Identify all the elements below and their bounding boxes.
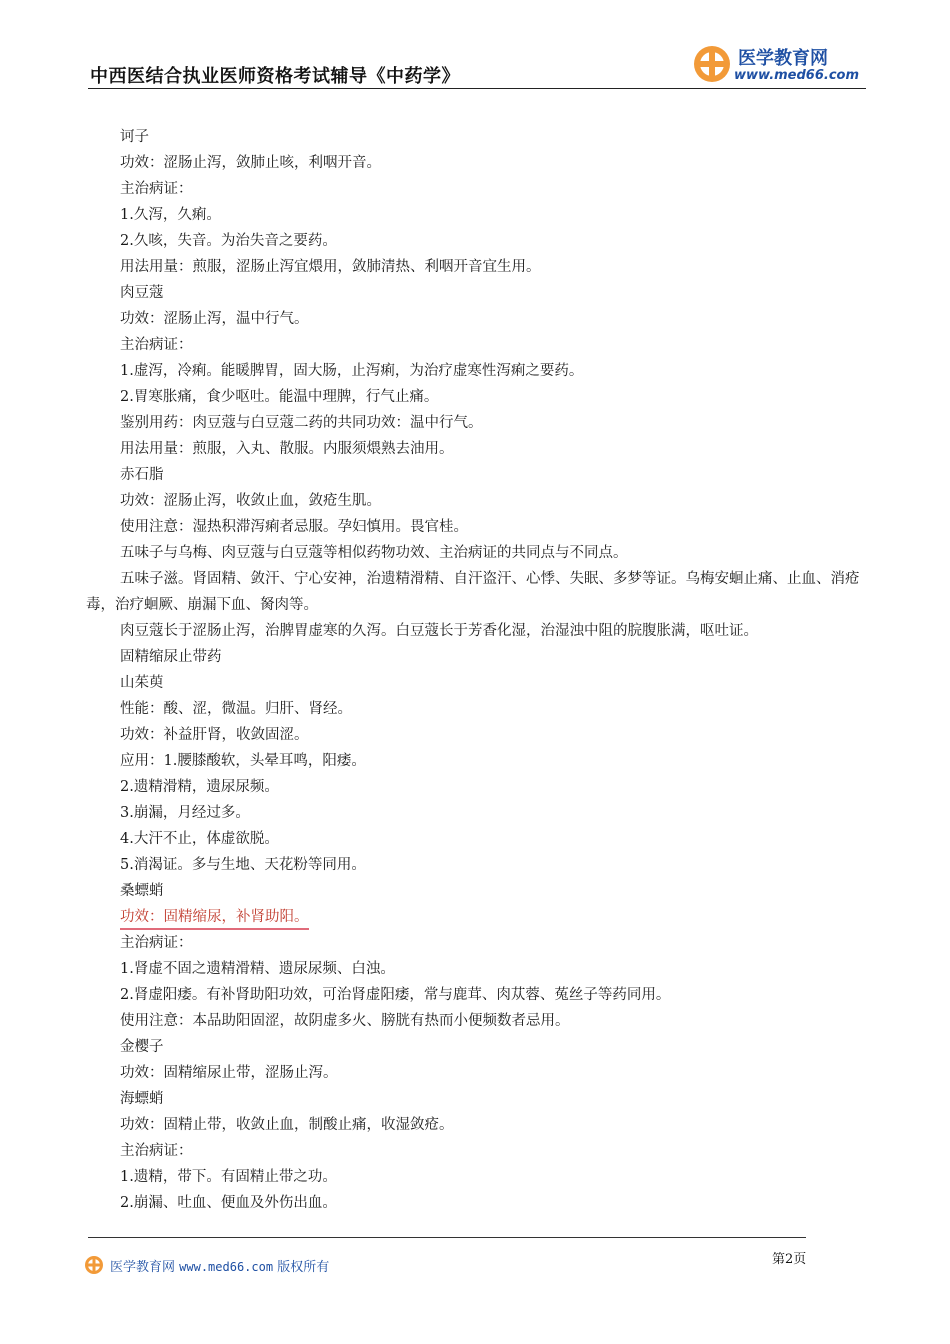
text-line: 2.胃寒胀痛，食少呕吐。能温中理脾，行气止痛。 [120,389,439,405]
text-line: 4.大汗不止，体虚欲脱。 [120,831,279,847]
text-line: 主治病证： [120,181,193,197]
text-line: 赤石脂 [120,467,164,483]
text-line: 主治病证： [120,935,193,951]
text-line: 肉豆蔻长于涩肠止泻，治脾胃虚寒的久泻。白豆蔻长于芳香化湿，治湿浊中阻的脘腹胀满，呕吐证。 [120,623,758,639]
text-line: 2.久咳，失音。为治失音之要药。 [120,233,337,249]
text-line: 2.肾虚阳痿。有补肾助阳功效，可治肾虚阳痿，常与鹿茸、肉苁蓉、菟丝子等药同用。 [120,987,671,1003]
footer-brand-name: 医学教育网 [110,1260,176,1275]
page-number: 第2页 [772,1252,807,1267]
text-line: 主治病证： [120,1143,193,1159]
text-line: 五味子与乌梅、肉豆蔻与白豆蔻等相似药物功效、主治病证的共同点与不同点。 [120,545,628,561]
text-line: 肉豆蔻 [120,285,164,301]
text-line: 性能：酸、涩，微温。归肝、肾经。 [120,701,352,717]
text-line: 诃子 [120,129,149,145]
text-line: 桑螵蛸 [120,883,164,899]
text-line: 应用：1.腰膝酸软，头晕耳鸣，阳痿。 [120,753,366,769]
header-divider [88,88,866,89]
text-line: 海螵蛸 [120,1091,164,1107]
text-line: 1.久泻，久痢。 [120,207,221,223]
text-line: 使用注意：本品助阳固涩，故阴虚多火、膀胱有热而小便频数者忌用。 [120,1013,570,1029]
document-body [86,124,870,1216]
text-line: 功效：涩肠止泻，温中行气。 [120,311,309,327]
text-line: 用法用量：煎服，入丸、散服。内服须煨熟去油用。 [120,441,454,457]
med66-footer-logo-icon [84,1255,104,1275]
med66-logo-icon [692,44,732,84]
text-line: 功效：补益肝肾，收敛固涩。 [120,727,309,743]
text-line: 山茱萸 [120,675,164,691]
text-line: 1.肾虚不固之遗精滑精、遗尿尿频、白浊。 [120,961,395,977]
highlighted-line [86,904,870,930]
text-line: 1.虚泻，冷痢。能暖脾胃，固大肠，止泻痢，为治疗虚寒性泻痢之要药。 [120,363,584,379]
text-line: 功效：涩肠止泻，收敛止血，敛疮生肌。 [120,493,381,509]
text-line: 2.崩漏、吐血、便血及外伤出血。 [120,1195,337,1211]
document-title: 中西医结合执业医师资格考试辅导《中药学》 [90,66,460,87]
text-line: 使用注意：湿热积滞泻痢者忌服。孕妇慎用。畏官桂。 [120,519,468,535]
text-line: 1.遗精，带下。有固精止带之功。 [120,1169,337,1185]
text-line: 固精缩尿止带药 [120,649,222,665]
text-line: 3.崩漏，月经过多。 [120,805,250,821]
text-line: 用法用量：煎服，涩肠止泻宜煨用，敛肺清热、利咽开音宜生用。 [120,259,541,275]
text-line: 功效：涩肠止泻，敛肺止咳，利咽开音。 [120,155,381,171]
text-line: 功效：固精止带，收敛止血，制酸止痛，收湿敛疮。 [120,1117,454,1133]
brand-logo [690,40,870,90]
highlighted-text: 功效：固精缩尿，补肾助阳。 [120,909,309,930]
footer-brand [110,1256,329,1275]
footer-rights: 版权所有 [277,1260,330,1275]
text-line: 5.消渴证。多与生地、天花粉等同用。 [120,857,366,873]
footer-url: www.med66.com [179,1260,274,1274]
text-line: 功效：固精缩尿止带，涩肠止泻。 [120,1065,338,1081]
footer-divider [88,1237,806,1238]
text-line: 主治病证： [120,337,193,353]
text-line: 2.遗精滑精，遗尿尿频。 [120,779,279,795]
text-line: 鉴别用药：肉豆蔻与白豆蔻二药的共同功效：温中行气。 [120,415,483,431]
text-line: 金樱子 [120,1039,164,1055]
logo-brand-name: 医学教育网 [738,48,828,69]
logo-url: www.med66.com [734,68,860,83]
text-line: 五味子滋。肾固精、敛汗、宁心安神，治遗精滑精、自汗盗汗、心悸、失眠、多梦等证。乌梅安蛔止痛、止血、消疮毒，治疗蛔厥、崩漏下血、胬肉等。 [86,571,860,613]
